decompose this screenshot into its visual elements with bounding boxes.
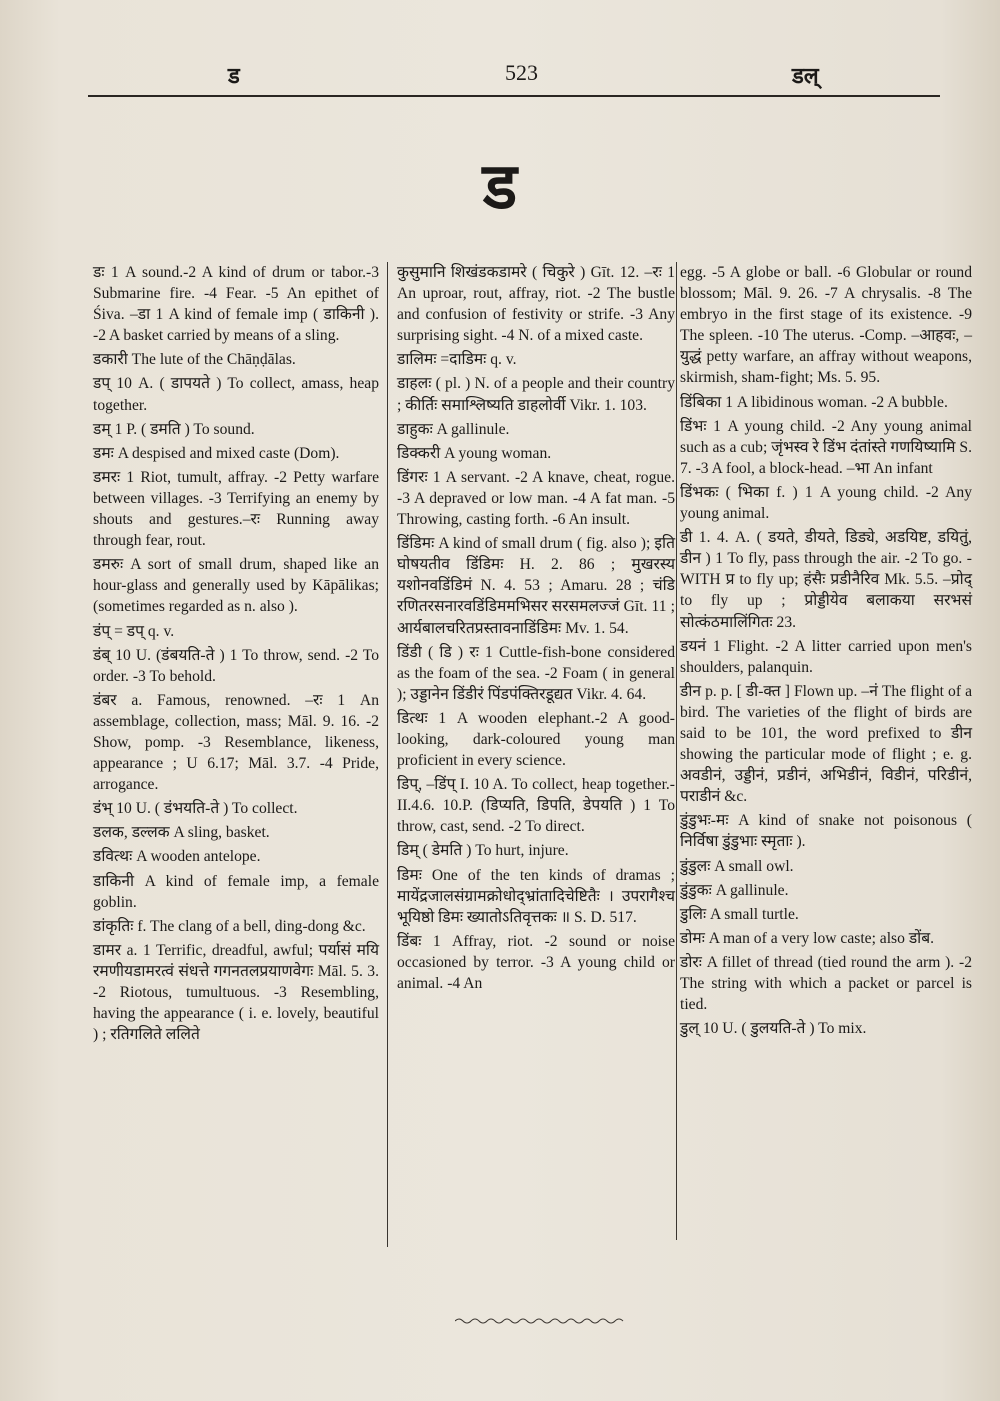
entry: डमरुः A sort of small drum, shaped like an hour-glass and generally used by Kāpālikas; (sometimes regarded as n. also ). (93, 556, 379, 616)
column-divider (676, 262, 677, 1240)
header-rule (88, 95, 940, 97)
entry: कुसुमानि शिखंडकडामरे ( चिकुरे ) Gīt. 12. –रः 1 An uproar, rout, affray, riot. -2 The bustle and confusion of festivity or strife. -3 Any surprising sight. -4 N. of a mixed caste. (397, 264, 675, 345)
entry: डिंभः 1 A young child. -2 Any young animal such as a cub; जृंभस्व रे डिंभ दंतांस्ते गणयिष्यामि S. 7. -3 A fool, a block-head. –भा An infant (680, 417, 972, 477)
entry: डुंडुलः A small owl. (680, 857, 794, 875)
entry: डंप् = डप् q. v. (93, 622, 175, 640)
entry: डकारी The lute of the Chāṇḍālas. (93, 351, 296, 369)
entry: डालिमः =दाडिमः q. v. (397, 351, 517, 369)
entry: डुंडुकः A gallinule. (680, 881, 789, 899)
entry: डाकिनी A kind of female imp, a female goblin. (93, 872, 379, 911)
column-1 (93, 262, 379, 1048)
entry: डमः A despised and mixed caste (Dom). (93, 444, 340, 462)
entry: डिम् ( डेमति ) To hurt, injure. (397, 842, 569, 860)
entry: डमरः 1 Riot, tumult, affray. -2 Petty warfare between villages. -3 Terrifying an enemy by shouts and gestures.–रः Running away through fear, rout. (93, 468, 379, 550)
entry: डम् 1 P. ( डमति ) To sound. (93, 420, 255, 438)
page-number: 523 (505, 60, 538, 85)
running-head-right: डल् (792, 63, 819, 89)
entry: डिंडी ( डि ) रः 1 Cuttle-fish-bone considered as the foam of the sea. -2 Foam ( in general ); उड्डानेन डिंडीरं पिंडपंक्तिरडूद्यत Vikr. 4. 64. (397, 643, 675, 703)
entry: डी 1. 4. A. ( डयते, डीयते, डिड्ये, अडयिष्ट, डयितुं, डीन ) 1 To fly, pass through the air. -2 To go. -WITH प्र to fly up; हंसैः प्रडीनैरिव Mk. 5.5. –प्रोद् to fly up ; प्रोड्डीयेव बलाकया सरभसं सोत्कंठमालिंगितः 23. (680, 529, 972, 631)
entry: डिंबिका 1 A libidinous woman. -2 A bubble. (680, 393, 948, 411)
entry: डुलिः A small turtle. (680, 905, 799, 923)
entry: डंभ् 10 U. ( डंभयति-ते ) To collect. (93, 800, 298, 818)
column-2 (397, 262, 675, 997)
entry: डः 1 A sound.-2 A kind of drum or tabor.-3 Submarine fire. -4 Fear. -5 An epithet of Śiva. –डा 1 A kind of female imp ( डाकिनी ). -2 A basket carried by means of a sling. (93, 264, 379, 345)
section-letter: ड (482, 149, 518, 224)
entry: डोमः A man of a very low caste; also डोंब. (680, 929, 934, 947)
entry: डामर a. 1 Terrific, dreadful, awful; पर्यासं मयि रमणीयडामरत्वं संधत्ते गगनतलप्रयाणवेगः Māl. 5. 3. -2 Riotous, tumultuous. -3 Resembling, having the appearance ( i. e. lovely, beautiful ) ; रतिगलिते ललिते (93, 941, 379, 1044)
column-divider (387, 262, 388, 1247)
entry: डोरः A fillet of thread (tied round the arm ). -2 The string with which a packet or parcel is tied. (680, 953, 972, 1014)
entry: डप् 10 A. ( डापयते ) To collect, amass, heap together. (93, 375, 379, 414)
entry: डलक, डल्लक A sling, basket. (93, 824, 270, 842)
entry: डंब् 10 U. (डंबयति-ते ) 1 To throw, send. -2 To order. -3 To behold. (93, 646, 379, 685)
entry: डयनं 1 Flight. -2 A litter carried upon men's shoulders, palanquin. (680, 637, 972, 676)
entry: डंबर a. Famous, renowned. –रः 1 An assemblage, collection, mass; Māl. 9. 16. -2 Show, pomp. -3 Resemblance, likeness, appearance ; U 6.17; Māl. 3.7. -4 Pride, arrogance. (93, 691, 379, 794)
entry: डाहलः ( pl. ) N. of a people and their country ; कीर्तिः समाश्लिष्यति डाहलोर्वी Vikr. 1. 103. (397, 375, 675, 414)
entry: डिमः One of the ten kinds of dramas ; मायेंद्रजालसंग्रामक्रोधोद्भ्रांतादिचेष्टितैः । उपरागैश्च भूयिष्ठो डिमः ख्यातोऽतिवृत्तकः ॥ S. D. 517. (397, 866, 675, 926)
entry: डांकृतिः f. The clang of a bell, ding-dong &c. (93, 917, 366, 935)
entry: डिक्करी A young woman. (397, 444, 552, 462)
column-3 (680, 262, 972, 1042)
entry: डिप्, –डिंप् I. 10 A. To collect, heap together.-II.4.6. 10.P. (डिप्यति, डिपति, डेपयति ) 1 To throw, cast, send. -2 To direct. (397, 776, 675, 836)
running-head-left: ड (228, 63, 240, 89)
entry: डिंडिमः A kind of small drum ( fig. also ); इति घोषयतीव डिंडिमः H. 2. 86 ; मुखरस्य यशोनवडिंडिमं N. 4. 53 ; Amaru. 28 ; चंडि रणितरसनारवडिंडिममभिसर सरसमलज्जं Gīt. 11 ; आर्यबालचरितप्रस्तावनाडिंडिमः Mv. 1. 54. (397, 535, 675, 637)
entry: egg. -5 A globe or ball. -6 Globular or round blossom; Māl. 9. 26. -7 A chrysalis. -8 The embryo in the first stage of its existence. -9 The spleen. -10 The uterus. -Comp. –आहवः, –युद्धं petty warfare, an affray without weapons, skirmish, sham-fight; Ms. 5. 95. (680, 264, 972, 387)
entry: डित्थः 1 A wooden elephant.-2 A good-looking, dark-coloured young man proficient in every science. (397, 709, 675, 770)
entry: डिंबः 1 Affray, riot. -2 sound or noise occasioned by terror. -3 A young child or animal. -4 An (397, 932, 675, 992)
end-ornament (455, 1318, 625, 1324)
entry: डिंगरः 1 A servant. -2 A knave, cheat, rogue. -3 A depraved or low man. -4 A fat man. -5 Throwing, casting forth. -6 An insult. (397, 468, 675, 529)
entry: डुल् 10 U. ( डुलयति-ते ) To mix. (680, 1020, 867, 1038)
entry: डिंभकः ( भिका f. ) 1 A young child. -2 Any young animal. (680, 483, 972, 523)
entry: डीन p. p. [ डी-क्त ] Flown up. –नं The flight of a bird. The varieties of the flight of birds are said to be 101, the word prefixed to डीन showing the particular mode of flight ; e. g. अवडीनं, उड्डीनं, प्रडीनं, अभिडीनं, विडीनं, परिडीनं, पराडीनं &c. (680, 682, 972, 806)
entry: डाहुकः A gallinule. (397, 420, 510, 438)
entry: डवित्थः A wooden antelope. (93, 848, 261, 866)
entry: डुंडुभः-मः A kind of snake not poisonous ( निर्विषा डुंडुभाः स्मृताः ). (680, 812, 972, 851)
